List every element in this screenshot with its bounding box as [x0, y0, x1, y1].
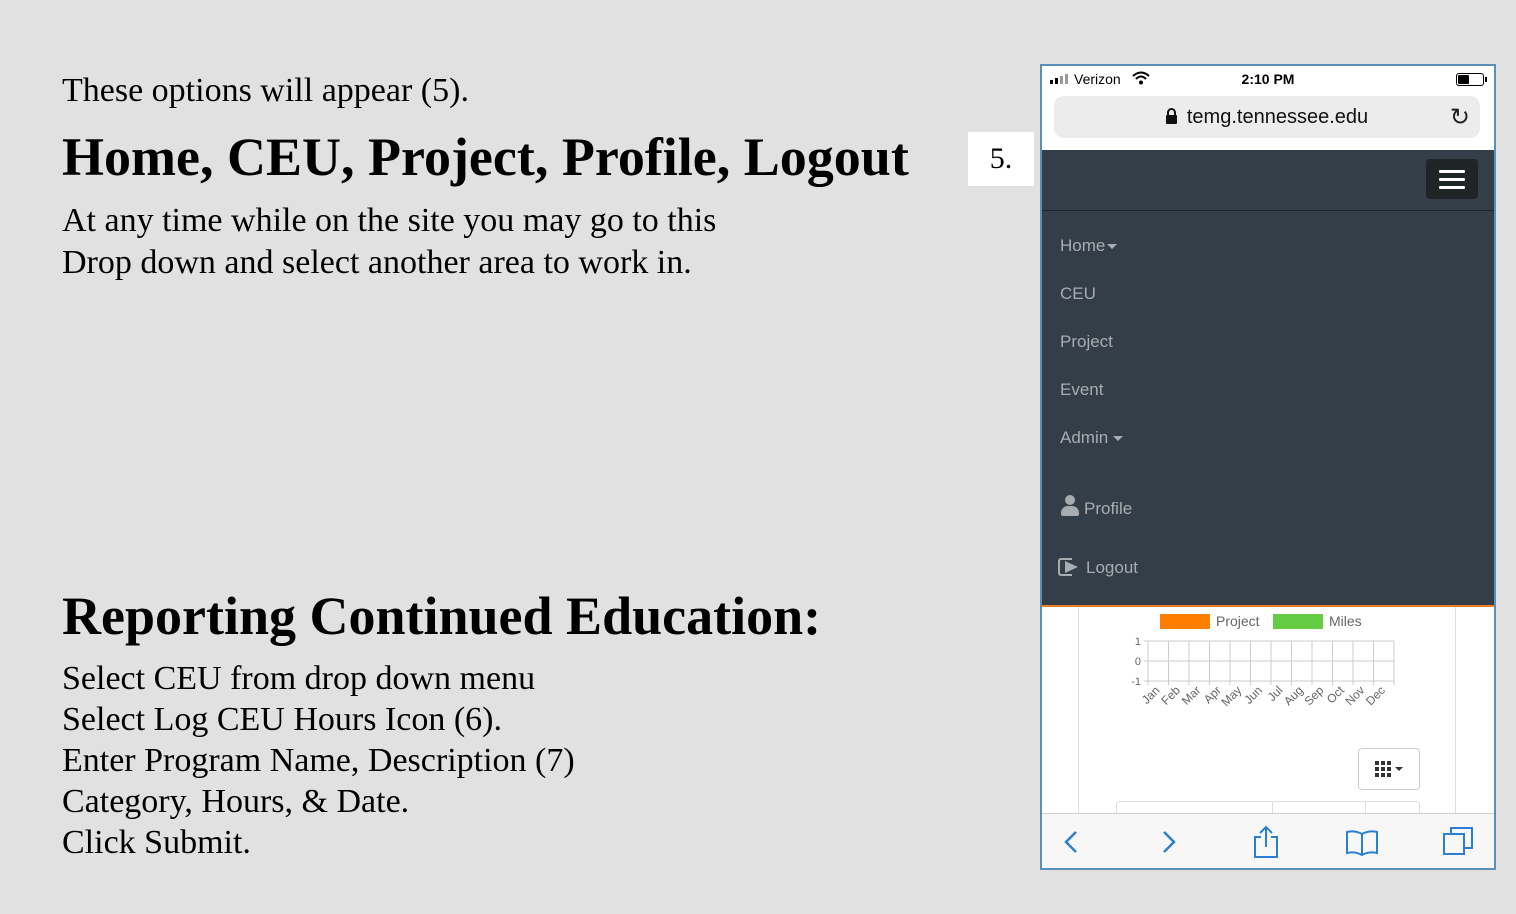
x-tick-label: Sep [1301, 683, 1327, 709]
x-tick-label: Nov [1342, 683, 1368, 709]
nav-item-ceu[interactable]: CEU [1060, 284, 1096, 303]
carrier-label: Verizon [1074, 71, 1121, 87]
legend-swatch [1160, 614, 1210, 629]
y-tick-label: 0 [1134, 656, 1141, 668]
user-icon [1060, 495, 1080, 517]
x-tick-label: Aug [1280, 683, 1306, 709]
y-tick-label: -1 [1131, 676, 1141, 688]
status-time: 2:10 PM [1241, 71, 1295, 87]
caret-down-icon [1107, 244, 1117, 249]
x-tick-label: Mar [1178, 683, 1204, 708]
url-text: temg.tennessee.edu [1186, 105, 1369, 128]
phone-screenshot [1040, 64, 1496, 870]
forward-icon[interactable] [1138, 814, 1198, 869]
browser-toolbar [1042, 813, 1494, 869]
ceu-steps [62, 658, 575, 863]
caret-down-icon [1113, 436, 1123, 441]
x-tick-label: Feb [1158, 683, 1183, 708]
x-tick-label: Oct [1323, 683, 1347, 707]
reload-icon[interactable]: ↻ [1449, 104, 1470, 131]
instruction-line: Drop down and select another area to work in. [62, 244, 692, 281]
x-tick-label: Jan [1138, 683, 1163, 707]
x-tick-label: Dec [1362, 683, 1388, 709]
tabs-icon[interactable] [1428, 814, 1488, 869]
x-tick-label: Apr [1200, 683, 1224, 707]
legend-swatch [1273, 614, 1323, 629]
nav-item-profile[interactable]: Profile [1060, 495, 1132, 519]
ceu-heading: Reporting Continued Education: [62, 586, 822, 646]
hamburger-menu-button[interactable] [1426, 159, 1478, 199]
lock-icon [1166, 115, 1177, 124]
step-line: Select Log CEU Hours Icon (6). [62, 701, 503, 738]
step-line: Enter Program Name, Description (7) [62, 742, 575, 779]
instruction-text [62, 200, 716, 284]
step-line: Select CEU from drop down menu [62, 660, 536, 697]
share-icon[interactable] [1236, 814, 1296, 869]
bookmarks-icon[interactable] [1332, 814, 1392, 869]
column-toggle-button[interactable] [1358, 748, 1420, 790]
dropdown-nav-menu [1042, 211, 1494, 607]
site-navbar [1042, 150, 1494, 211]
address-bar[interactable] [1054, 96, 1480, 138]
legend-label: Project [1216, 613, 1260, 629]
caret-down-icon [1395, 767, 1403, 771]
menu-options-heading: Home, CEU, Project, Profile, Logout [62, 127, 909, 187]
step-label: 5. [968, 132, 1034, 186]
x-tick-label: Jul [1264, 683, 1286, 704]
status-bar [1042, 66, 1494, 92]
nav-item-event[interactable]: Event [1060, 380, 1104, 399]
sign-out-icon [1058, 557, 1080, 575]
nav-item-logout[interactable]: Logout [1058, 557, 1138, 578]
nav-item-home[interactable]: Home [1060, 236, 1117, 256]
step-line: Click Submit. [62, 824, 251, 861]
y-tick-label: 1 [1134, 636, 1141, 648]
back-icon[interactable] [1042, 814, 1102, 869]
legend-label: Miles [1329, 613, 1362, 629]
step-line: Category, Hours, & Date. [62, 783, 410, 820]
nav-item-admin[interactable]: Admin [1060, 428, 1123, 448]
activity-chart [1102, 611, 1402, 723]
x-tick-label: May [1218, 683, 1245, 710]
grid-icon [1375, 761, 1391, 777]
x-tick-label: Jun [1241, 683, 1265, 707]
instruction-line: At any time while on the site you may go to this [62, 202, 717, 239]
nav-item-project[interactable]: Project [1060, 332, 1113, 351]
intro-text: These options will appear (5). [62, 72, 469, 109]
battery-icon [1456, 73, 1484, 86]
